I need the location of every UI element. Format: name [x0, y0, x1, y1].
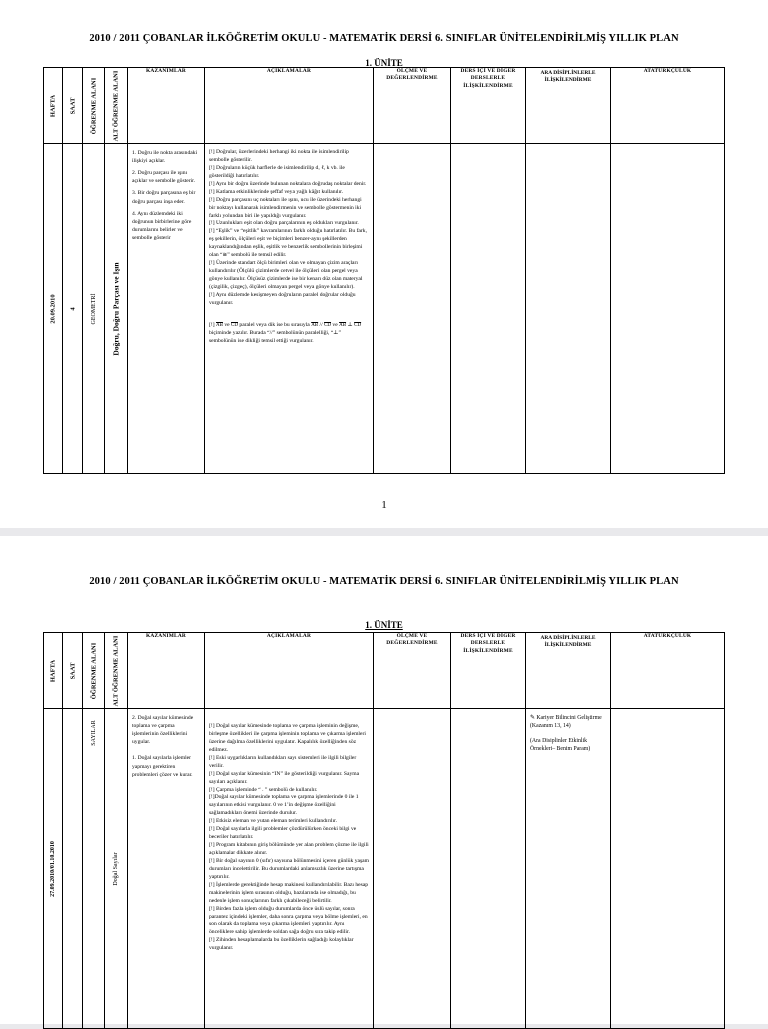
cell-olcme — [374, 709, 451, 1029]
cell-ogrenme-alani: GEOMETRİ — [83, 144, 105, 474]
aciklama-item: [!] Üzerinde standart ölçü birimleri olan ve olmayan çizim araçları kullandırılır (Ölçülü çizimlerde cetvel ile ölçüleri olan pergel veya gönye kullanılır. Ölçüsüz çizimlerde ise bir kenarı düz olan materyal (çizgilik, çizgeç), ölçüleri olmayan pergel veya gönye kullanılır). — [209, 260, 363, 290]
document-title: 2010 / 2011 ÇOBANLAR İLKÖĞRETİM OKULU - MATEMATİK DERSİ 6. SINIFLAR ÜNİTELENDİRİLMİŞ YILLIK PLAN — [89, 576, 679, 587]
kazanim-item: 2. Doğal sayılar kümesinde toplama ve çarpma işlemlerinin özelliklerini uygular. — [132, 715, 194, 746]
header-hafta: HAFTA — [44, 633, 63, 709]
header-row — [44, 633, 725, 709]
ara-disiplin-kariyer: ✎ Kariyer Bilincini Geliştirme (Kazanım 13, 14) — [530, 715, 602, 730]
cell-kazanimlar — [128, 709, 205, 1029]
aciklama-item: [!] Doğru parçasını uç noktaları ile ışını, ucu ile üzerindeki herhangi bir noktayı kullanarak isimlendirmenin ve sembolle göstermenin iki farklı yolundan biri ile yapıldığı vurgulanır. — [209, 196, 362, 219]
aciklama-item: [!] Zihinden hesaplamalarda bu özelliklerin sağladığı kolaylıklar vurgulanır. — [209, 937, 354, 952]
header-aciklamalar: AÇIKLAMALAR — [205, 68, 374, 144]
header-ogrenme-alani: ÖĞRENME ALANI — [83, 68, 105, 144]
header-alt-ogrenme-alani: ALT ÖĞRENME ALANI — [105, 633, 128, 709]
plan-table — [43, 67, 725, 474]
aciklama-item: [!]Doğal sayılar kümesinde toplama ve çarpma işlemlerinde 0 ile 1 sayılarının etkisi vurgulanır. 0 ve 1’in değişme özelliğini sağlamadıkları önemi üzerinde durulur. — [209, 794, 359, 817]
aciklama-item: [!] Doğal sayılar kümesinde toplama ve çarpma işleminin değişme, birleşme özellikleri ile çarpma işleminin toplama ve çıkarma işlemleri üzerine dağılma özelliklerini uygulatır. Kapalılık özelliğinden söz edilmez. — [209, 723, 366, 753]
header-alt-ogrenme-alani: ALT ÖĞRENME ALANI — [105, 68, 128, 144]
header-saat: SAAT — [63, 633, 83, 709]
header-row — [44, 68, 725, 144]
header-olcme: ÖLÇME VE DEĞERLENDİRME — [374, 68, 451, 144]
aciklama-item: [!] Doğal sayılar kümesinin “IN” ile gösterildiği vurgulanır. Sayma sayıları açıklanır. — [209, 770, 360, 785]
header-ogrenme-alani: ÖĞRENME ALANI — [83, 633, 105, 709]
kazanim-item: 2. Doğru parçası ile ışını açıklar ve sembolle gösterir. — [132, 170, 196, 185]
cell-kazanimlar — [128, 144, 205, 474]
header-olcme: ÖLÇME VE DEĞERLENDİRME — [374, 633, 451, 709]
document-title: 2010 / 2011 ÇOBANLAR İLKÖĞRETİM OKULU - MATEMATİK DERSİ 6. SINIFLAR ÜNİTELENDİRİLMİŞ YILLIK PLAN — [89, 33, 679, 44]
cell-alt-ogrenme-alani: Doğru, Doğru Parçası ve Işın — [105, 144, 128, 474]
header-saat: SAAT — [63, 68, 83, 144]
table-row — [44, 144, 725, 474]
ara-disiplin-etkinlik: (Ara Disiplinler Etkinlik Örnekleri– Benim Param) — [530, 737, 591, 753]
page-number: 1 — [381, 499, 387, 511]
aciklama-item: [!] Uzunlukları eşit olan doğru parçalarının eş oldukları vurgulanır. — [209, 220, 359, 227]
cell-saat — [63, 709, 83, 1029]
unit-title: 1. ÜNİTE — [365, 620, 403, 630]
kazanim-item: 4. Aynı düzlemdeki iki doğrunun birbirlerine göre durumlarını belirler ve sembolle gösterir — [132, 210, 192, 241]
cell-hafta: 20.09.2010 — [44, 144, 63, 474]
aciklama-item: [!] Aynı bir doğru üzerinde bulunan noktalara doğrudaş noktalar denir. — [209, 180, 367, 187]
aciklama-item: [!] Birden fazla işlem olduğu durumlarda önce üslü sayılar, sonra parantez içindeki işlemler, daha sonra çarpma veya bölme işlemleri, en son olarak da toplama veya çıkarma işlemleri yaptırılır. Aynı önceliklere sahip işlemlerde soldan sağa doğru sıra takip edilir. — [209, 905, 368, 936]
pencil-icon: ✎ — [530, 715, 535, 721]
aciklama-item: [!] Aynı düzlemde kesişmeyen doğruların paralel doğrular olduğu vurgulanır. — [209, 291, 356, 306]
header-dersici: DERS İÇİ VE DİĞER DERSLERLE İLİŞKİLENDİRME — [451, 68, 526, 144]
cell-olcme — [374, 144, 451, 474]
header-kazanimlar: KAZANIMLAR — [128, 633, 205, 709]
cell-dersici — [451, 144, 526, 474]
cell-alt-ogrenme-alani: Doğal Sayılar — [105, 709, 128, 1029]
cell-saat: 4 — [63, 144, 83, 474]
aciklama-item: [!] “Eşlik” ve “eşitlik” kavramlarının farklı olduğu hatırlatılır. Bu fark, eş şekillerin, ölçüleri eşit ve biçimleri benzer-aynı şekillerden kaynaklandığından eşlik, eşitlik ve benzerlik sembollerinin birleşimi olan “≅” sembolü ile temsil edilir. — [209, 228, 367, 259]
header-hafta: HAFTA — [44, 68, 63, 144]
aciklama-item: [!] Katlama etkinliklerinde şeffaf veya yağlı kâğıt kullanılır. — [209, 188, 344, 195]
cell-ara-disiplin — [526, 144, 611, 474]
aciklama-item: [!] Doğal sayılarla ilgili problemler çözdürülürken önceki bilgi ve beceriler hatırlatılır. — [209, 826, 357, 841]
table-row — [44, 709, 725, 1029]
kazanim-item: 3. Bir doğru parçasına eş bir doğru parçası inşa eder. — [132, 190, 196, 205]
cell-aciklamalar — [205, 144, 374, 474]
cell-dersici — [451, 709, 526, 1029]
document-page-2 — [0, 536, 768, 1024]
kazanim-item: 1. Doğal sayılarla işlemler yapmayı gerektiren problemleri çözer ve kurar. — [132, 755, 193, 778]
header-ataturkculuk: ATATÜRKÇÜLÜK — [611, 633, 725, 709]
aciklama-item: [!] Doğruların küçük harflerle de isimlendirilip d, ℓ, k vb. ile gösterildiği hatırlatılır. — [209, 164, 345, 179]
aciklama-item: [!] Bir doğal sayının 0 (sıfır) sayısına bölünmesini içeren günlük yaşam durumları incelettirilir. Bu durumlardaki anlamsızlık üzerine tartışma yaptırılır. — [209, 857, 370, 880]
cell-ataturkculuk — [611, 144, 725, 474]
kazanim-item: 1. Doğru ile nokta arasındaki ilişkiyi açıklar. — [132, 150, 198, 165]
header-ataturkculuk: ATATÜRKÇÜLÜK — [611, 68, 725, 144]
header-ara-disiplin: ARA DİSİPLİNLERLE İLİŞKİLENDİRME — [526, 633, 611, 709]
cell-hafta: 27.09.2010/01.10.2010 — [44, 709, 63, 1029]
cell-aciklamalar — [205, 709, 374, 1029]
cell-ara-disiplin — [526, 709, 611, 1029]
aciklama-item: [!] Çarpma işleminde “ . ” sembolü de kullanılır. — [209, 786, 318, 793]
plan-table — [43, 632, 725, 1029]
header-ara-disiplin: ARA DİSİPLİNLERLE İLİŞKİLENDİRME — [526, 68, 611, 144]
aciklama-item: [!] İşlemlerde gerektiğinde hesap makinesi kullandırılabilir. Bazı hesap makinelerinin işlem sırasının olduğu, bazılarında ise olmadığı, bu nedenle işlem sonuçlarının farklı çıkabileceği belirtilir. — [209, 881, 369, 904]
aciklama-item: [!] Etkisiz eleman ve yutan eleman terimleri kullandırılır. — [209, 818, 337, 825]
header-kazanimlar: KAZANIMLAR — [128, 68, 205, 144]
aciklama-item: [!] Eski uygarlıkların kullandıkları sayı sistemleri ile ilgili bilgiler verilir. — [209, 754, 357, 769]
cell-ogrenme-alani: SAYILAR — [83, 709, 105, 1029]
header-dersici: DERS İÇİ VE DİĞER DERSLERLE İLİŞKİLENDİRME — [451, 633, 526, 709]
aciklama-item: [!] Doğrular, üzerlerindeki herhangi iki nokta ile isimlendirilip sembolle gösterilir. — [209, 149, 349, 163]
notation-note: [!] $\overline{AB}$ ve $\overline{CD}$ paralel veya dik ise bu sırasıyla $\overline{AB} // \overline{CD}$ ve $\overline{AB}$ ⊥ $\overline{CD}$ biçiminde yazılır. Burada “//” sembolünün paralelliği, “⊥” sembolünün ise dikliği temsil ettiği vurgulanır. — [209, 321, 362, 344]
unit-title: 1. ÜNİTE — [365, 58, 403, 68]
aciklama-item: [!] Program kitabının giriş bölümünde yer alan problem çözme ile ilgili açıklamalar dikkate alınır. — [209, 842, 369, 856]
header-aciklamalar: AÇIKLAMALAR — [205, 633, 374, 709]
cell-ataturkculuk — [611, 709, 725, 1029]
